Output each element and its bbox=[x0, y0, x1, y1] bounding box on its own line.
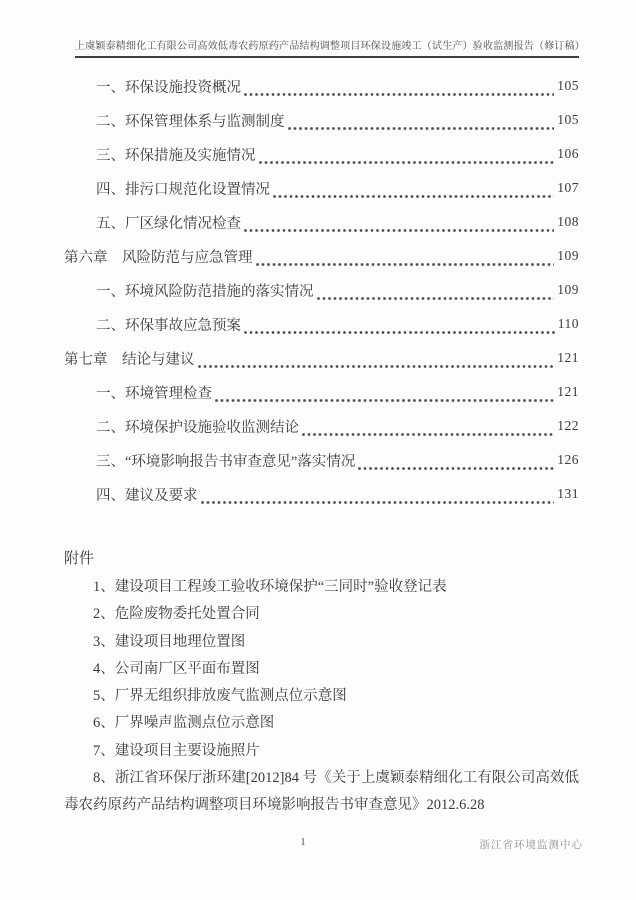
toc-entry-label: 二、环保管理体系与监测制度 bbox=[96, 113, 285, 130]
toc-entry bbox=[64, 477, 579, 511]
toc-entry-page: 122 bbox=[557, 418, 579, 433]
toc-entry-page: 106 bbox=[557, 146, 579, 161]
toc-entry bbox=[64, 137, 579, 171]
toc-chapter-entry bbox=[64, 239, 579, 273]
toc-entry-page: 105 bbox=[557, 78, 579, 93]
toc-leader-dots bbox=[201, 501, 555, 504]
toc-entry-page: 110 bbox=[557, 316, 579, 331]
toc-entry-label: 一、环境风险防范措施的落实情况 bbox=[96, 283, 314, 300]
toc-leader-dots bbox=[244, 331, 555, 334]
toc-leader-dots bbox=[244, 93, 554, 96]
toc-leader-dots bbox=[317, 297, 555, 300]
toc-leader-dots bbox=[302, 433, 554, 436]
toc-entry bbox=[64, 409, 579, 443]
toc-entry-page: 109 bbox=[557, 282, 579, 297]
toc-leader-dots bbox=[215, 399, 554, 402]
toc-entry-page: 108 bbox=[557, 214, 579, 229]
footer-organization: 浙江省环境监测中心 bbox=[479, 840, 583, 851]
toc-entry bbox=[64, 443, 579, 477]
attachment-item: 2、危险废物委托处置合同 bbox=[93, 606, 260, 623]
toc-entry-label: 一、环境管理检查 bbox=[96, 385, 212, 402]
toc-entry-page: 121 bbox=[557, 384, 579, 399]
toc-entry-page: 126 bbox=[557, 452, 579, 467]
attachment-item: 5、厂界无组织排放废气监测点位示意图 bbox=[93, 688, 347, 705]
attachment-item: 8、浙江省环保厅浙环建[2012]84 号《关于上虞颖泰精细化工有限公司高效低毒农药原药产品结构调整项目环境影响报告书审查意见》2012.6.28 bbox=[64, 770, 579, 814]
toc-entry-page: 105 bbox=[557, 112, 579, 127]
attachment-item: 7、建设项目主要设施照片 bbox=[93, 742, 260, 759]
toc-entry-label: 二、环保事故应急预案 bbox=[96, 317, 241, 334]
toc-entry-label: 第六章 风险防范与应急管理 bbox=[64, 249, 253, 266]
attachment-item: 3、建设项目地理位置图 bbox=[93, 633, 246, 650]
toc-entry bbox=[64, 307, 579, 341]
toc-entry bbox=[64, 103, 579, 137]
table-of-contents bbox=[64, 69, 579, 511]
attachments-list bbox=[64, 574, 579, 820]
page-header-title: 上虞颖泰精细化工有限公司高效低毒农药原药产品结构调整项目环保设施竣工（试生产）验收监测报告（修订稿） bbox=[75, 37, 579, 58]
toc-entry-page: 109 bbox=[557, 248, 579, 263]
toc-entry-label: 第七章 结论与建议 bbox=[64, 351, 195, 368]
toc-entry bbox=[64, 205, 579, 239]
toc-entry-label: 一、环保设施投资概况 bbox=[96, 79, 241, 96]
toc-leader-dots bbox=[288, 127, 555, 130]
toc-entry-page: 107 bbox=[557, 180, 579, 195]
toc-entry bbox=[64, 69, 579, 103]
attachment-item: 4、公司南厂区平面布置图 bbox=[93, 660, 260, 677]
footer-page-number: 1 bbox=[300, 836, 306, 848]
toc-entry-label: 三、环保措施及实施情况 bbox=[96, 147, 256, 164]
toc-leader-dots bbox=[256, 263, 555, 266]
attachment-item: 6、厂界噪声监测点位示意图 bbox=[93, 715, 275, 732]
toc-entry-label: 四、排污口规范化设置情况 bbox=[96, 181, 270, 198]
toc-entry-page: 121 bbox=[557, 350, 579, 365]
toc-entry bbox=[64, 171, 579, 205]
toc-entry-label: 四、建议及要求 bbox=[96, 487, 198, 504]
toc-entry-label: 二、环境保护设施验收监测结论 bbox=[96, 419, 299, 436]
toc-entry-page: 131 bbox=[557, 486, 579, 501]
toc-entry bbox=[64, 375, 579, 409]
toc-leader-dots bbox=[358, 467, 554, 470]
attachment-item: 1、建设项目工程竣工验收环境保护“三同时”验收登记表 bbox=[93, 579, 447, 595]
toc-leader-dots bbox=[273, 195, 554, 198]
toc-entry-label: 五、厂区绿化情况检查 bbox=[96, 215, 241, 232]
toc-entry bbox=[64, 273, 579, 307]
attachments-heading: 附件 bbox=[64, 551, 95, 567]
toc-leader-dots bbox=[198, 365, 555, 368]
toc-leader-dots bbox=[259, 161, 555, 164]
toc-entry-label: 三、“环境影响报告书审查意见”落实情况 bbox=[96, 453, 356, 470]
toc-leader-dots bbox=[244, 229, 554, 232]
toc-chapter-entry bbox=[64, 341, 579, 375]
